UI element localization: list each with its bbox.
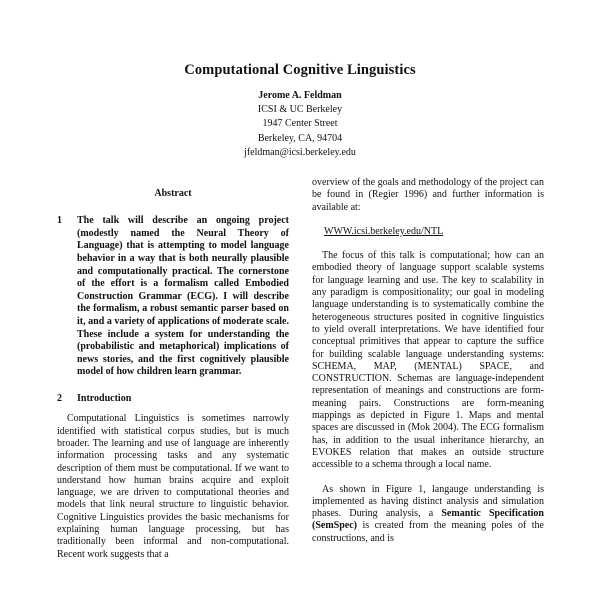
focus-paragraph: The focus of this talk is computational; how can an embodied theory of language support scalable systems for language learning and use. The key to scalability in any paradigm is compositionality; our goal in modeling language understanding is to systematically combine the heterogeneous structures posited in cognitive linguistics to yield overall interpretations. We have identified four conceptual primitives that appear to capture the suffice for building scalable language understanding systems: SCHEMA, MAP, (MENTAL) SPACE, and CONSTRUCTION. Schemas are language-independent representation of meanings and constructions are form-meaning pairs. Constructions are form-meaning mappings as depicted in Figure 1. Maps and mental spaces are discussed in (Mok 2004). The ECG formalism has, in addition to the usual inheritance hierarchy, an EVOKES relation that makes an outside structure accessible to a schema through a local name. [312,250,544,471]
section-title: Introduction [77,393,132,405]
abstract-heading: Abstract [154,188,192,199]
left-column [57,188,289,561]
semspec-term: Semantic Specification (SemSpec) [312,508,544,532]
paper-title: Computational Cognitive Linguistics [184,62,416,78]
introduction-paragraph: Computational Linguistics is sometimes narrowly identified with statistical corpus studies, but is much broader. The learning and use of language are inherently information processing tasks and any systematic description of them must be computational. If we want to understand how human brains acquire and exploit language, we are driven to computational theories and models that link neural structure to linguistic behavior. Cognitive Linguistics provides the basic mechanisms for explaining human language processing, but has traditionally been informal and non-computational. Recent work suggests that a [57,413,289,560]
right-column [312,177,544,545]
ntl-link[interactable]: WWW.icsi.berkeley.edu/NTL [324,225,444,237]
author-affiliation: ICSI & UC Berkeley [257,104,343,116]
author-street: 1947 Center Street [262,118,338,130]
author-city: Berkeley, CA, 94704 [257,132,343,144]
author-block [0,89,600,160]
overview-paragraph: overview of the goals and methodology of the project can be found in (Regier 1996) and further information is available at: [312,177,544,213]
abstract-block [57,215,289,379]
introduction-heading [57,393,289,405]
analysis-text-start: As shown in Figure 1, langauge understanding is implemented as having distinct analysis and simulation phases. During analysis, a [312,483,544,520]
abstract-text: The talk will describe an ongoing project (modestly named the Neural Theory of Language) that is attempting to model language behavior in a way that is both neurally plausible and computationally practical. The cornerstone of the effort is a formalism called Embodied Construction Grammar (ECG). I will describe the formalism, a robust semantic parser based on it, and a variety of applications of moderate scale. These include a system for understanding the (probabilistic and metaphorical) implications of news stories, and the first cognitively plausible model of how children learn grammar. [77,215,289,378]
abstract-number: 1 [57,215,62,227]
author-name: Jerome A. Feldman [258,90,342,101]
analysis-text-end: is created from the meaning poles of the constructions, and is [312,520,544,544]
author-email: jfeldman@icsi.berkeley.edu [244,146,356,158]
section-number: 2 [57,393,62,405]
analysis-paragraph [312,484,544,545]
